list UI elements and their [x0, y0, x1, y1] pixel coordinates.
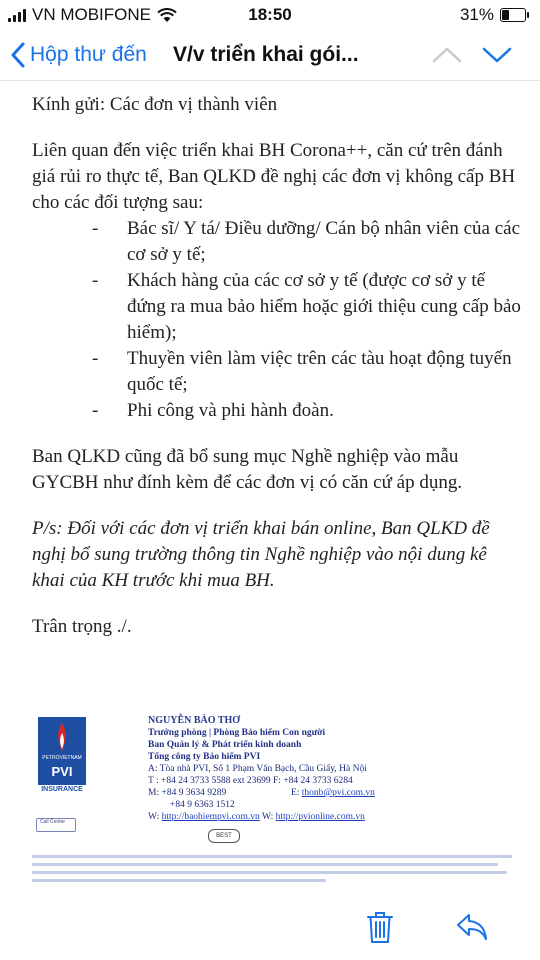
- list-item: - Thuyền viên làm việc trên các tàu hoạt động tuyến quốc tế;: [92, 348, 512, 395]
- signer-mobile-2: +84 9 6363 1512: [170, 800, 235, 810]
- back-label: Hộp thư đến: [30, 43, 147, 66]
- signer-department: Ban Quản lý & Phát triển kinh doanh: [148, 740, 302, 750]
- email-postscript: P/s: Đối với các đơn vị triển khai bán online, Ban QLKD đề nghị bổ sung trường thông tin Nghề nghiệp vào nội dung kê khai của KH trước khi mua BH.: [32, 518, 490, 591]
- signer-phone: T : +84 24 3733 5588 ext 23699 F: +84 24 3733 6284: [148, 776, 353, 786]
- signer-name: NGUYỄN BẢO THƠ: [148, 715, 241, 726]
- logo-text-mid: PVI: [51, 764, 73, 779]
- next-message-button[interactable]: [482, 46, 512, 69]
- call-center-badge: Call Center: [36, 818, 76, 832]
- signature-details: [148, 715, 375, 823]
- battery-group: [460, 5, 526, 25]
- signer-address: A: Tòa nhà PVI, Số 1 Phạm Văn Bạch, Cầu Giấy, Hà Nội: [148, 764, 367, 774]
- chevron-left-icon: [10, 42, 26, 68]
- list-item: - Khách hàng của các cơ sở y tế (được cơ sở y tế đứng ra mua bảo hiểm hoặc giới thiệu cung cấp bảo hiểm);: [92, 270, 521, 343]
- battery-percent: 31%: [459, 5, 494, 24]
- mail-nav-bar: [0, 32, 540, 81]
- trash-icon: [366, 910, 394, 944]
- web-link-pvionline[interactable]: http://pvionline.com.vn: [275, 812, 365, 822]
- email-subject: V/v triển khai gói...: [173, 43, 359, 66]
- signer-mobile: M: +84 9 3634 9289 E: thonb@pvi.com.vn: [148, 788, 375, 798]
- chevron-down-icon: [482, 46, 512, 64]
- reply-icon: [455, 912, 489, 942]
- email-body: [32, 92, 522, 640]
- pvi-logo: [36, 715, 88, 795]
- carrier-name: VN MOBIFONE: [32, 5, 152, 24]
- email-closing: Trân trọng ./.: [32, 616, 132, 637]
- list-item: - Bác sĩ/ Y tá/ Điều dưỡng/ Cán bộ nhân viên của các cơ sở y tế;: [92, 218, 521, 265]
- chevron-up-icon: [432, 46, 462, 64]
- email-signature: [36, 715, 516, 839]
- legal-disclaimer: [32, 850, 522, 887]
- battery-icon: [500, 8, 526, 22]
- status-bar: [0, 0, 540, 30]
- signer-web: W: http://baohiempvi.com.vn W: http://pvionline.com.vn: [148, 812, 365, 822]
- logo-text-top: PETROVIETNAM: [42, 755, 82, 761]
- email-greeting: Kính gửi: Các đơn vị thành viên: [32, 94, 278, 115]
- email-paragraph: Ban QLKD cũng đã bổ sung mục Nghề nghiệp vào mẫu GYCBH như đính kèm để các đơn vị có căn cứ áp dụng.: [32, 446, 463, 493]
- signer-company: Tổng công ty Bảo hiểm PVI: [148, 752, 261, 762]
- bottom-toolbar: [0, 900, 540, 960]
- web-link-baohiempvi[interactable]: http://baohiempvi.com.vn: [161, 812, 260, 822]
- back-to-inbox-button[interactable]: [10, 42, 147, 68]
- logo-text-bottom: INSURANCE: [41, 786, 83, 793]
- clock: 18:50: [248, 5, 292, 24]
- list-item: - Phi công và phi hành đoàn.: [92, 400, 334, 421]
- email-intro: Liên quan đến việc triển khai BH Corona++, căn cứ trên đánh giá rủi ro thực tế, Ban QLKD đề nghị các đơn vị không cấp BH cho các đối tượng sau:: [32, 140, 516, 213]
- best-badge: BEST: [208, 829, 240, 843]
- previous-message-button[interactable]: [432, 46, 462, 69]
- excluded-targets-list: [32, 216, 522, 424]
- reply-button[interactable]: [455, 912, 489, 947]
- signer-title: Trưởng phòng | Phòng Bảo hiểm Con người: [148, 728, 326, 738]
- delete-button[interactable]: [366, 910, 394, 949]
- signer-email-link[interactable]: thonb@pvi.com.vn: [301, 788, 375, 798]
